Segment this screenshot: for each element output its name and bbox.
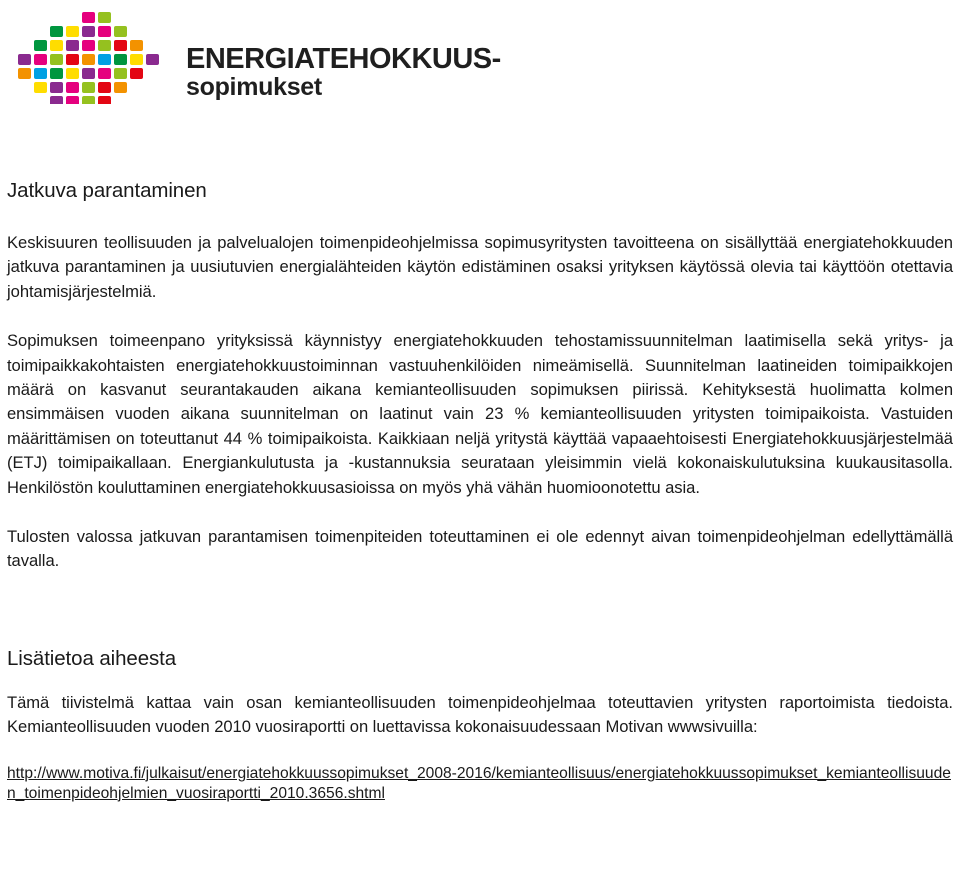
logo-dot	[114, 54, 127, 65]
logo-dot	[50, 96, 63, 104]
logo-dot	[98, 26, 111, 37]
logo-dot	[34, 54, 47, 65]
logo-dot	[82, 82, 95, 93]
logo-dot	[66, 68, 79, 79]
logo-dot	[114, 68, 127, 79]
section-heading-lisatietoa: Lisätietoa aiheesta	[7, 646, 177, 670]
logo-dot	[66, 40, 79, 51]
report-link[interactable]: http://www.motiva.fi/julkaisut/energiatehokkuussopimukset_2008-2016/kemianteollisuus/energiatehokkuussopimukset_kemianteollisuuden_toimenpideohjelmien_vuosiraportti_2010.3656.shtml	[7, 764, 951, 802]
energiatehokkuussopimukset-logo	[14, 8, 501, 104]
logo-dot	[114, 82, 127, 93]
logo-dot	[34, 68, 47, 79]
logo-dot	[82, 12, 95, 23]
logo-dot	[98, 68, 111, 79]
logo-dot	[146, 54, 159, 65]
logo-dot	[66, 82, 79, 93]
paragraph-implementation: Sopimuksen toimeenpano yrityksissä käynnistyy energiatehokkuuden tehostamissuunnitelman laatimisella sekä yritys- ja toimipaikkakohtaisten energiatehokkuustoiminnan vastuuhenkilöiden nimeämisellä. Suunnitelman laatineiden toimipaikkojen määrä on kasvanut seurantakauden aikana kemianteollisuuden sopimuksen piirissä. Kehityksestä huolimatta kolmen ensimmäisen vuoden aikana suunnitelman on laatinut vain 23 % kemianteollisuuden yritysten toimipaikoista. Vastuiden määrittämisen on toteuttanut 44 % toimipaikoista. Kaikkiaan neljä yritystä käyttää vapaaehtoisesti Energiatehokkuusjärjestelmää (ETJ) toimipaikallaan. Energiankulutusta ja -kustannuksia seurataan yleisimmin vielä kokonaiskulutuksina kuukausitasolla. Henkilöstön kouluttaminen energiatehokkuusasioissa on myös yhä vähän huomioonotettu asia.	[7, 331, 953, 497]
logo-dot	[114, 40, 127, 51]
logo-dot	[82, 96, 95, 104]
section-heading-jatkuva-parantaminen: Jatkuva parantaminen	[7, 179, 207, 202]
logo-dot	[130, 40, 143, 51]
paragraph-more-info: Tämä tiivistelmä kattaa vain osan kemianteollisuuden toimenpideohjelmaa toteuttavien yritysten raportoimista tiedoista. Kemianteollisuuden vuoden 2010 vuosiraportti on luettavissa kokonaisuudessaan Motivan wwwsivuilla:	[7, 692, 953, 737]
logo-dot	[18, 54, 31, 65]
logo-dot	[82, 54, 95, 65]
logo-dot	[82, 68, 95, 79]
logo-dot	[66, 96, 79, 104]
document-body	[7, 176, 953, 804]
logo-dot	[18, 68, 31, 79]
logo-dot	[130, 54, 143, 65]
logo-dot	[66, 54, 79, 65]
paragraph-intro: Keskisuuren teollisuuden ja palvelualojen toimenpideohjelmissa sopimusyritysten tavoitteena on sisällyttää energiatehokkuuden jatkuva parantaminen ja uusiutuvien energialähteiden käytön edistäminen osaksi yrityksen käytössä olevia tai käyttöön otettavia johtamisjärjestelmiä.	[7, 233, 953, 301]
logo-dot	[82, 40, 95, 51]
logo-dot	[50, 54, 63, 65]
logo-dot	[34, 40, 47, 51]
colorful-dots-logo-icon	[14, 8, 164, 104]
logo-dot	[50, 68, 63, 79]
logo-dot	[98, 40, 111, 51]
logo-dot	[34, 82, 47, 93]
logo-line2: sopimukset	[186, 73, 322, 101]
logo-dot	[50, 26, 63, 37]
logo-dot	[114, 26, 127, 37]
logo-dot	[130, 68, 143, 79]
logo-wordmark	[186, 44, 501, 100]
logo-dot	[98, 82, 111, 93]
logo-dot	[50, 82, 63, 93]
logo-dot	[98, 12, 111, 23]
logo-line1: ENERGIATEHOKKUUS-	[186, 43, 501, 75]
paragraph-conclusion: Tulosten valossa jatkuvan parantamisen toimenpiteiden toteuttaminen ei ole edennyt aivan toimenpideohjelman edellyttämällä tavalla.	[7, 527, 953, 571]
logo-dot	[50, 40, 63, 51]
logo-dot	[98, 96, 111, 104]
logo-dot	[98, 54, 111, 65]
logo-dot	[66, 26, 79, 37]
logo-dot	[82, 26, 95, 37]
